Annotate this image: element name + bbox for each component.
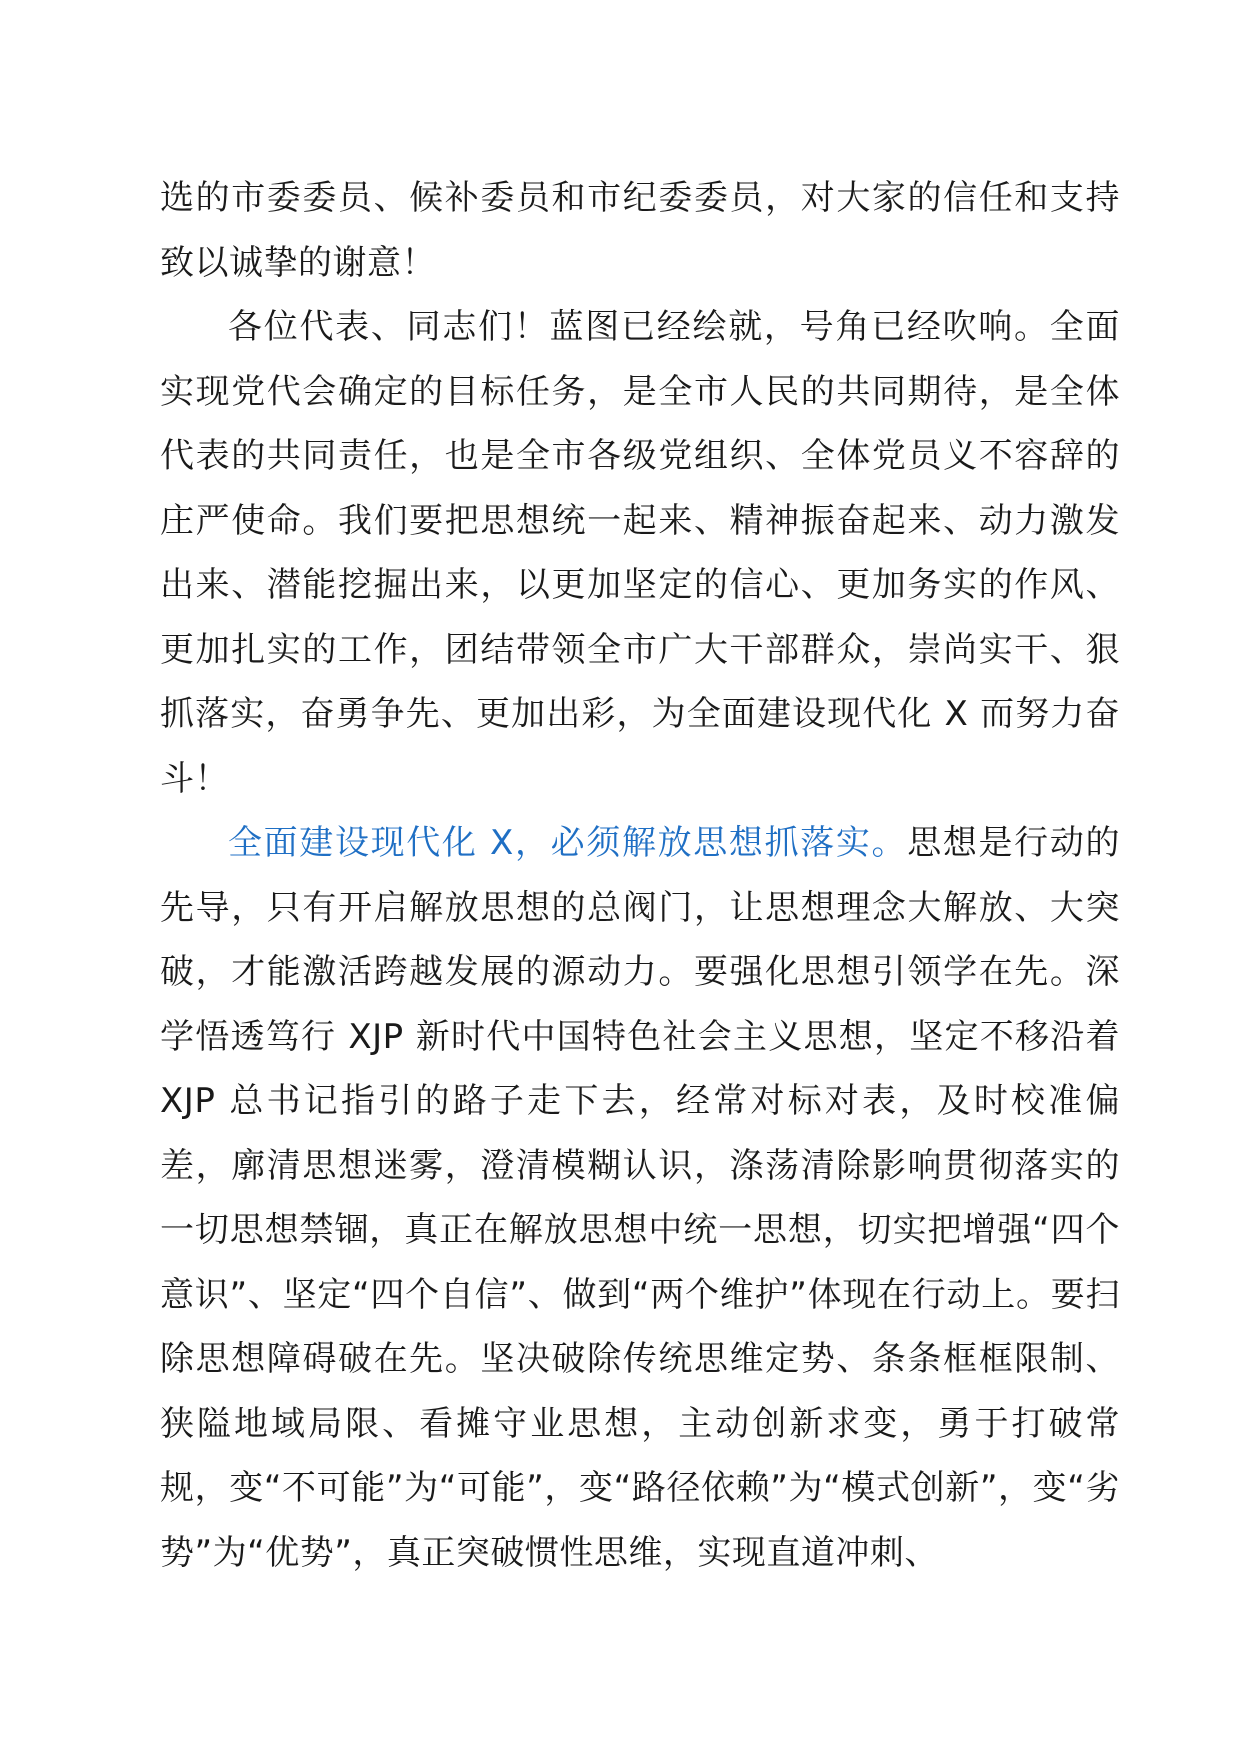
- paragraph-continued: [160, 166, 1120, 295]
- paragraph-emancipate-mind: [160, 811, 1120, 1585]
- paragraph-text: 选的市委委员、候补委员和市纪委委员，对大家的信任和支持致以诚挚的谢意！: [160, 178, 1120, 283]
- document-body: [160, 166, 1120, 1585]
- paragraph-blueprint: [160, 295, 1120, 811]
- paragraph-text: 思想是行动的先导，只有开启解放思想的总阀门，让思想理念大解放、大突破，才能激活跨越发展的源动力。要强化思想引领学在先。深学悟透笃行 XJP 新时代中国特色社会主义思想，坚定不移沿着 XJP 总书记指引的路子走下去，经常对标对表，及时校准偏差，廓清思想迷雾，澄清模糊认识，涤荡清除影响贯彻落实的一切思想禁锢，真正在解放思想中统一思想，切实把增强“四个意识”、坚定“四个自信”、做到“两个维护”体现在行动上。要扫除思想障碍破在先。坚决破除传统思维定势、条条框框限制、狭隘地域局限、看摊守业思想，主动创新求变，勇于打破常规，变“不可能”为“可能”，变“路径依赖”为“模式创新”，变“劣势”为“优势”，真正突破惯性思维，实现直道冲刺、: [160, 823, 1120, 1573]
- paragraph-lead-heading: 全面建设现代化 X，必须解放思想抓落实。: [228, 823, 908, 863]
- paragraph-text: 各位代表、同志们！蓝图已经绘就，号角已经吹响。全面实现党代会确定的目标任务，是全市人民的共同期待，是全体代表的共同责任，也是全市各级党组织、全体党员义不容辞的庄严使命。我们要把思想统一起来、精神振奋起来、动力激发出来、潜能挖掘出来，以更加坚定的信心、更加务实的作风、更加扎实的工作，团结带领全市广大干部群众，崇尚实干、狠抓落实，奋勇争先、更加出彩，为全面建设现代化 X 而努力奋斗！: [160, 307, 1120, 799]
